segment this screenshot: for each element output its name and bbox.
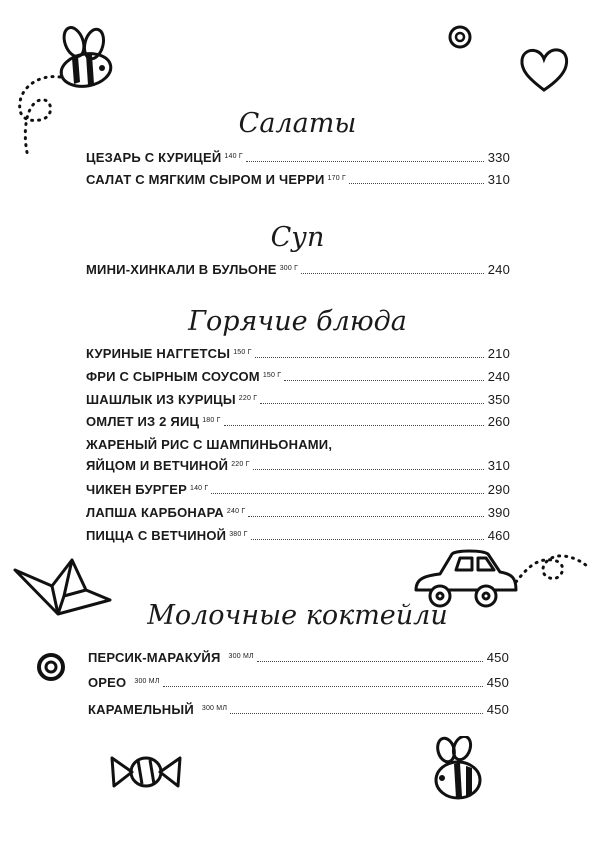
menu-item (86, 414, 510, 429)
menu-item (88, 650, 509, 665)
item-price: 460 (487, 528, 510, 543)
leader-dots (224, 425, 484, 426)
target-icon (36, 652, 66, 682)
item-price: 310 (487, 458, 510, 473)
item-price: 240 (487, 369, 510, 384)
leader-dots (349, 183, 484, 184)
item-weight: 140 Г (224, 153, 243, 160)
menu-item (86, 505, 510, 520)
item-weight: 220 Г (238, 395, 258, 402)
leader-dots (260, 403, 483, 404)
item-weight: 180 Г (202, 417, 221, 424)
item-weight: 150 Г (233, 349, 252, 356)
item-name: МИНИ-ХИНКАЛИ В БУЛЬОНЕ (86, 262, 277, 277)
leader-dots (251, 539, 484, 540)
bee-icon (428, 736, 488, 804)
item-weight: 300 МЛ (201, 705, 228, 712)
item-name: ЛАПША КАРБОНАРА (86, 505, 224, 520)
leader-dots (257, 661, 483, 662)
leader-dots (255, 357, 484, 358)
leader-dots (163, 686, 483, 687)
item-weight: 380 Г (229, 531, 248, 538)
leader-dots (253, 469, 484, 470)
item-weight: 240 Г (226, 508, 246, 515)
menu-item (86, 369, 510, 384)
menu-item (88, 702, 509, 717)
heart-icon (518, 46, 570, 94)
item-price: 450 (486, 675, 509, 690)
item-name: ОМЛЕТ ИЗ 2 ЯИЦ (86, 414, 200, 429)
leader-dots (284, 380, 483, 381)
item-weight: 220 Г (231, 461, 250, 468)
menu-item (86, 150, 510, 165)
item-name: ШАШЛЫК ИЗ КУРИЦЫ (86, 392, 236, 407)
menu-item (88, 675, 509, 690)
section-title-hot: Горячие блюда (188, 306, 407, 337)
item-price: 260 (487, 414, 510, 429)
item-name: ЧИКЕН БУРГЕР (86, 482, 187, 497)
section-title-soup: Суп (270, 222, 325, 253)
leader-dots (211, 493, 483, 494)
target-icon (447, 24, 473, 50)
item-name: ЦЕЗАРЬ С КУРИЦЕЙ (86, 150, 222, 165)
item-weight: 140 Г (189, 485, 209, 492)
menu-item (86, 528, 510, 543)
item-price: 450 (486, 650, 509, 665)
menu-item (86, 172, 510, 187)
item-price: 330 (487, 150, 510, 165)
item-name: САЛАТ С МЯГКИМ СЫРОМ И ЧЕРРИ (86, 172, 325, 187)
item-weight: 300 МЛ (228, 653, 254, 660)
item-weight: 300 МЛ (134, 678, 160, 685)
item-name: ФРИ С СЫРНЫМ СОУСОМ (86, 369, 260, 384)
bee-icon (14, 22, 114, 167)
menu-item (86, 392, 510, 407)
item-weight: 170 Г (327, 175, 346, 182)
item-name: ПЕРСИК-МАРАКУЙЯ (88, 650, 221, 665)
menu-item (86, 262, 510, 277)
menu-item (86, 346, 510, 361)
item-weight: 300 Г (279, 265, 299, 272)
leader-dots (246, 161, 484, 162)
leader-dots (301, 273, 484, 274)
item-price: 390 (487, 505, 510, 520)
item-price: 210 (487, 346, 510, 361)
item-name: ОРЕО (88, 675, 127, 690)
item-price: 350 (487, 392, 510, 407)
leader-dots (248, 516, 483, 517)
item-name-line1: ЖАРЕНЫЙ РИС С ШАМПИНЬОНАМИ, (86, 437, 333, 452)
item-weight: 150 Г (262, 372, 282, 379)
item-name: ПИЦЦА С ВЕТЧИНОЙ (86, 528, 227, 543)
item-price: 240 (487, 262, 510, 277)
item-name: ЯЙЦОМ И ВЕТЧИНОЙ (86, 458, 229, 473)
item-price: 310 (487, 172, 510, 187)
item-name: КУРИНЫЕ НАГГЕТСЫ (86, 346, 231, 361)
item-price: 450 (486, 702, 509, 717)
item-price: 290 (487, 482, 510, 497)
candy-icon (108, 752, 184, 792)
section-title-shakes: Молочные коктейли (147, 600, 448, 631)
menu-item (86, 458, 510, 473)
leader-dots (230, 713, 483, 714)
menu-item (86, 482, 510, 497)
section-title-salads: Салаты (238, 108, 357, 139)
item-name: КАРАМЕЛЬНЫЙ (88, 702, 194, 717)
